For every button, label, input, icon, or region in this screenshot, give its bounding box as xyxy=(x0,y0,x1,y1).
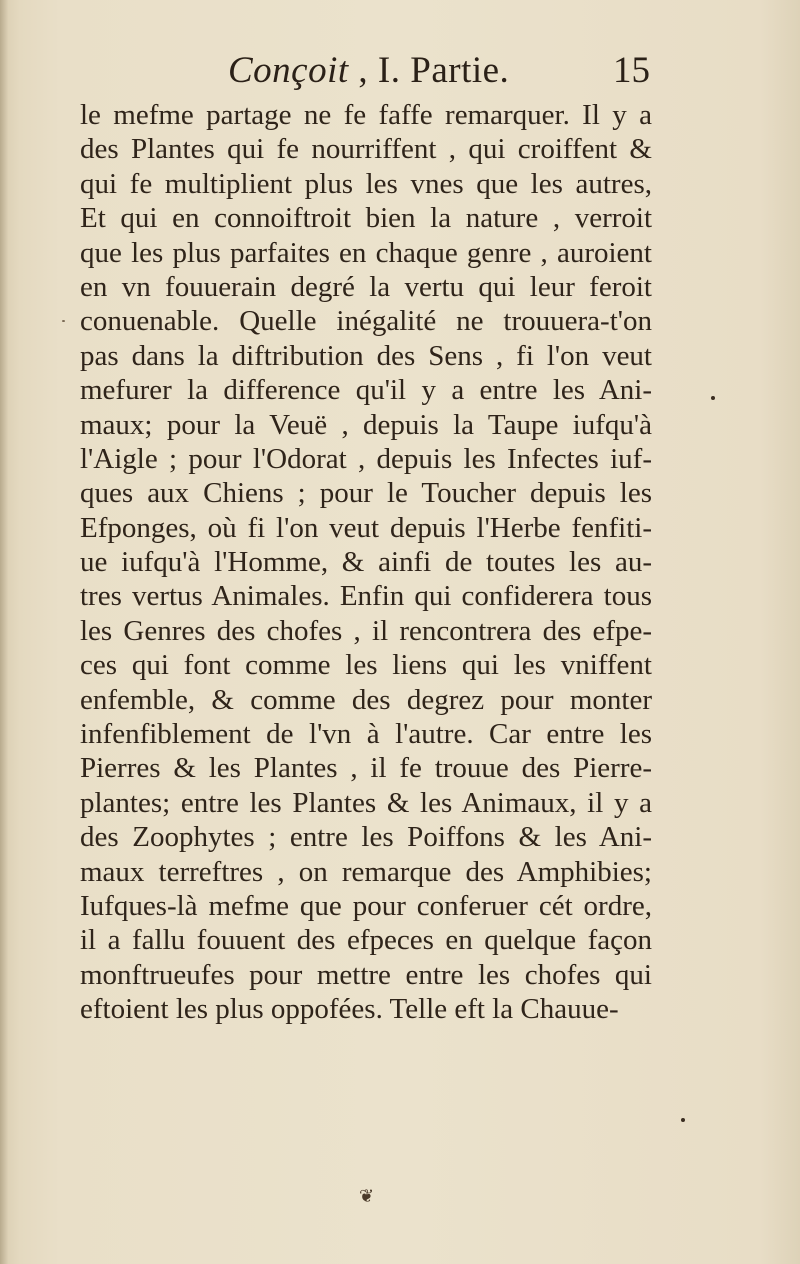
ink-speck xyxy=(62,320,65,322)
text-line: que les plus parfaites en chaque genre , auroient xyxy=(80,236,652,269)
text-line: monftrueufes pour mettre entre les chofes qui xyxy=(80,958,652,991)
text-line: qui fe multiplient plus les vnes que les autres, xyxy=(80,167,652,200)
text-line: le mefme partage ne fe faffe remarquer. Il y a xyxy=(80,99,652,131)
printers-ornament: ❦ xyxy=(359,1186,375,1207)
text-line: l'Aigle ; pour l'Odorat , depuis les Infectes iuf- xyxy=(80,442,652,475)
text-line: ques aux Chiens ; pour le Toucher depuis les xyxy=(80,477,652,510)
running-title-italic: Conçoit xyxy=(228,50,349,91)
text-line: il a fallu fouuent des efpeces en quelque façon xyxy=(80,924,652,957)
text-line: tres vertus Animales. Enfin qui confiderera tous xyxy=(80,580,652,613)
text-line: plantes; entre les Plantes & les Animaux, il y a xyxy=(80,786,652,819)
ink-speck xyxy=(681,1118,685,1122)
text-line: Et qui en connoiftroit bien la nature , verroit xyxy=(80,202,652,235)
ink-speck xyxy=(711,396,715,400)
text-line: ces qui font comme les liens qui les vniffent xyxy=(80,649,652,682)
text-line: en vn fouuerain degré la vertu qui leur feroit xyxy=(80,270,652,303)
text-line: pas dans la diftribution des Sens , fi l'on veut xyxy=(80,339,652,372)
text-line: des Zoophytes ; entre les Poiffons & les Ani- xyxy=(80,821,652,854)
text-line: infenfiblement de l'vn à l'autre. Car entre les xyxy=(80,718,652,751)
text-line: les Genres des chofes , il rencontrera des efpe- xyxy=(80,614,652,647)
page-gutter-edge xyxy=(0,0,8,1264)
text-line: Iufques-là mefme que pour conferuer cét ordre, xyxy=(80,889,652,922)
page-number: 15 xyxy=(613,50,650,91)
text-line: Efponges, où fi l'on veut depuis l'Herbe fenfiti- xyxy=(80,511,652,544)
text-line: ue iufqu'à l'Homme, & ainfi de toutes les au- xyxy=(80,546,652,579)
running-title xyxy=(228,46,509,96)
text-line: Pierres & les Plantes , il fe trouue des Pierre- xyxy=(80,752,652,785)
text-line: mefurer la difference qu'il y a entre les Ani- xyxy=(80,374,652,407)
body-text xyxy=(80,98,652,1027)
page-header xyxy=(0,46,800,96)
text-line: enfemble, & comme des degrez pour monter xyxy=(80,683,652,716)
text-line: eftoient les plus oppofées. Telle eft la Chauue- xyxy=(80,993,619,1026)
text-line: maux; pour la Veuë , depuis la Taupe iufqu'à xyxy=(80,408,652,441)
text-line: conuenable. Quelle inégalité ne trouuera-t'on xyxy=(80,305,652,338)
text-line: des Plantes qui fe nourriffent , qui croiffent & xyxy=(80,133,652,166)
text-line: maux terreftres , on remarque des Amphibies; xyxy=(80,855,652,888)
running-title-rest: , I. Partie. xyxy=(348,50,510,91)
